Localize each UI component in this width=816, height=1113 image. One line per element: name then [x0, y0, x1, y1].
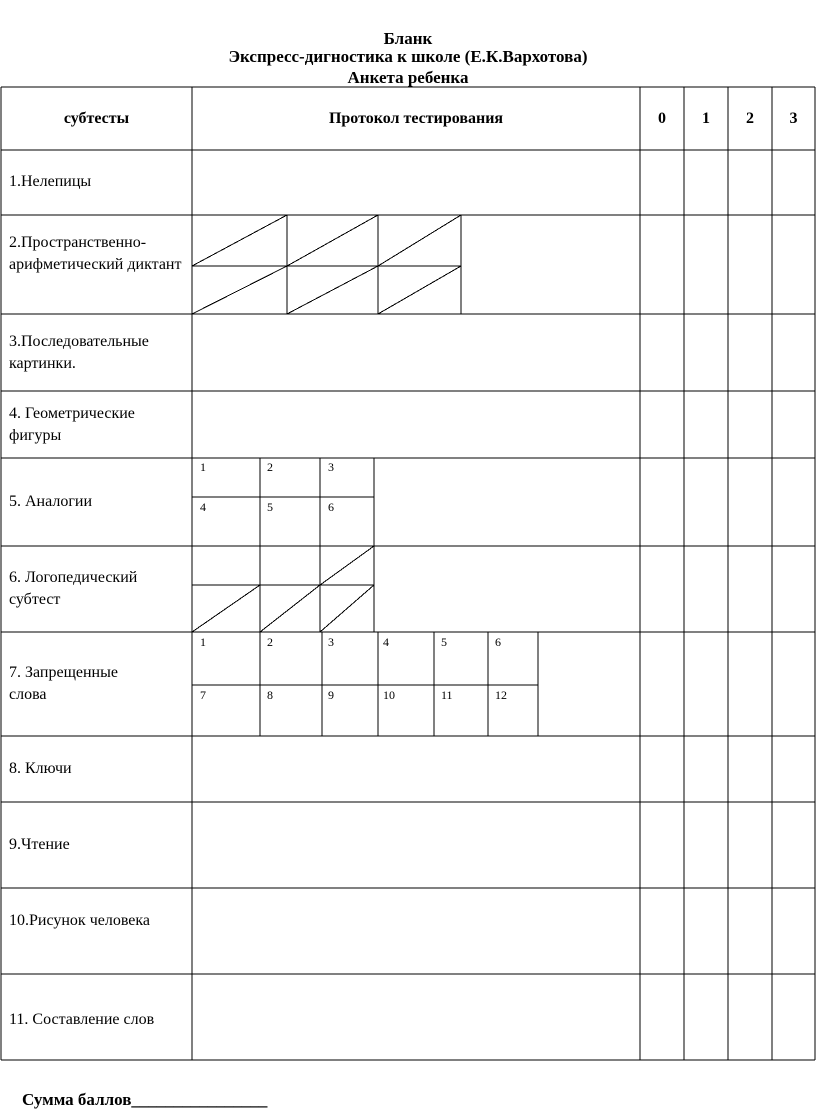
subtest-label: 6. Логопедический субтест [9, 569, 138, 608]
subtest-label: 2.Пространственно-арифметический диктант [9, 234, 182, 273]
dictation-grid [192, 215, 461, 314]
analogy-cell-number: 2 [267, 460, 273, 474]
subtest-label: 10.Рисунок человека [9, 912, 151, 929]
analogy-cell-number: 1 [200, 460, 206, 474]
forbidden-cell-number: 2 [267, 635, 273, 649]
subtest-label: 11. Составление слов [9, 1011, 155, 1028]
header-score-3: 3 [789, 110, 798, 127]
form-section: Анкета ребенка [347, 68, 469, 87]
forbidden-cell-number: 5 [441, 635, 447, 649]
forbidden-cell-number: 1 [200, 635, 206, 649]
subtest-label: 1.Нелепицы [9, 173, 92, 190]
forbidden-cell-number: 10 [383, 688, 395, 702]
forbidden-cell-number: 11 [441, 688, 453, 702]
subtest-label: 7. Запрещенные слова [9, 664, 118, 703]
form-title: Бланк [383, 29, 433, 48]
analogy-cell-number: 4 [200, 500, 206, 514]
forbidden-cell-number: 3 [328, 635, 334, 649]
form-subtitle: Экспресс-дигностика к школе (Е.К.Вархотова) [228, 47, 588, 66]
forbidden-cell-number: 7 [200, 688, 206, 702]
forbidden-cell-number: 8 [267, 688, 273, 702]
forbidden-cell-number: 12 [495, 688, 507, 702]
forbidden-cell-number: 9 [328, 688, 334, 702]
subtest-label: 4. Геометрические фигуры [9, 405, 135, 444]
analogy-cell-number: 5 [267, 500, 273, 514]
header-protocol: Протокол тестирования [328, 110, 504, 127]
subtest-label: 8. Ключи [9, 760, 72, 777]
header-score-0: 0 [658, 110, 666, 127]
subtest-label: 3.Последовательные картинки. [9, 333, 149, 372]
header-score-2: 2 [746, 110, 754, 127]
subtest-label: 9.Чтение [9, 836, 70, 853]
total-score-label: Сумма баллов________________ [22, 1090, 268, 1109]
subtest-label: 5. Аналогии [9, 493, 93, 510]
forbidden-words-grid [192, 632, 538, 736]
forbidden-cell-number: 6 [495, 635, 501, 649]
header-subtests: субтесты [63, 110, 130, 127]
analogy-cell-number: 6 [328, 500, 334, 514]
analogies-grid [192, 458, 374, 546]
forbidden-cell-number: 4 [383, 635, 389, 649]
speech-grid [192, 546, 374, 632]
analogy-cell-number: 3 [328, 460, 334, 474]
header-score-1: 1 [702, 110, 710, 127]
